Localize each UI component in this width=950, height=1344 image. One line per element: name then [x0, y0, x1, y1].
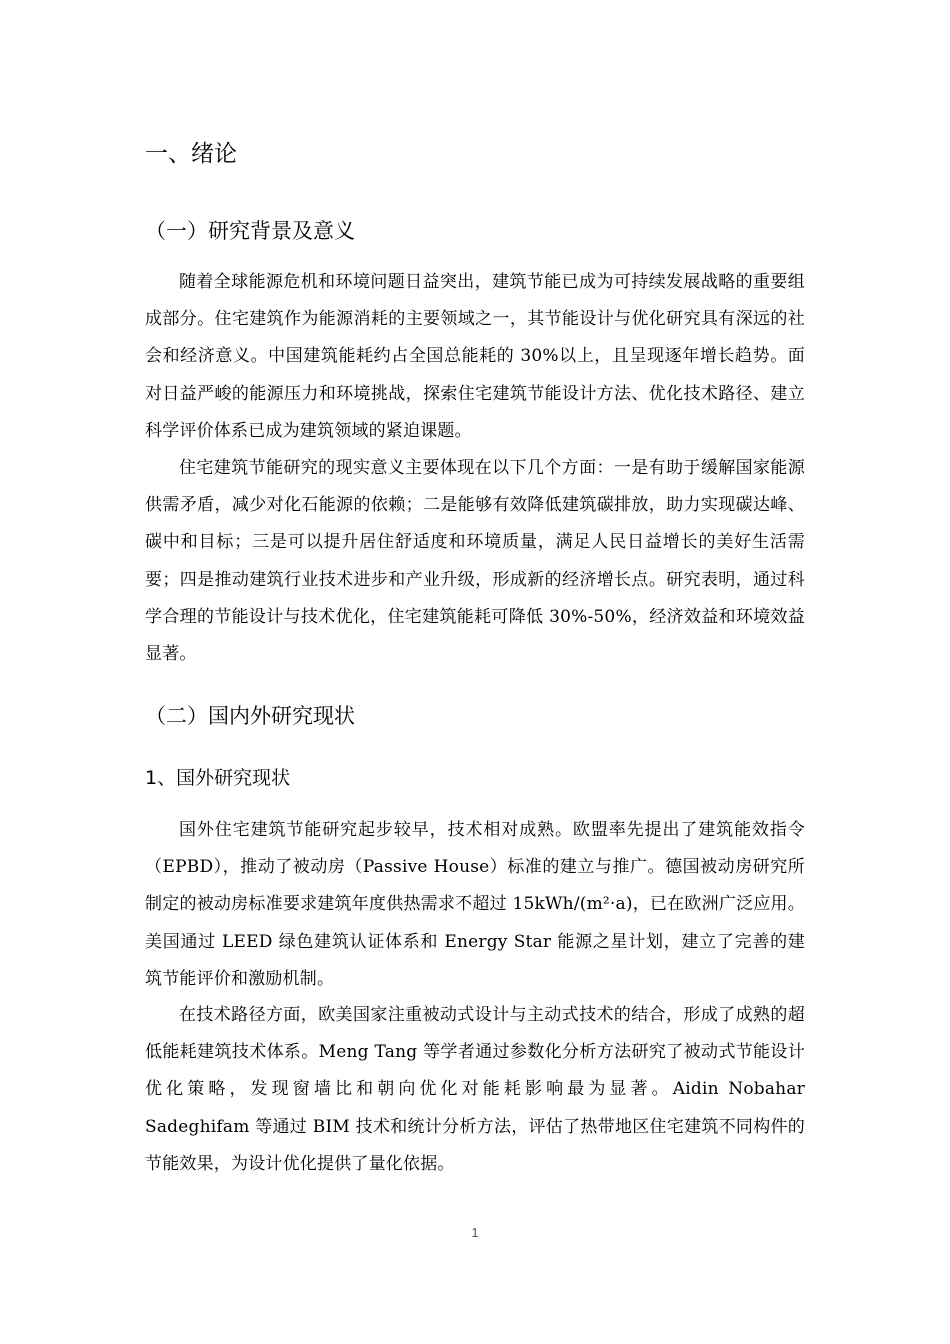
section-title-research-status: （二）国内外研究现状: [145, 704, 355, 728]
paragraph-background-1: 随着全球能源危机和环境问题日益突出，建筑节能已成为可持续发展战略的重要组成部分。住宅建筑作为能源消耗的主要领域之一，其节能设计与优化研究具有深远的社会和经济意义。中国建筑能耗约占全国总能耗的 30%以上，且呈现逐年增长趋势。面对日益严峻的能源压力和环境挑战，探索住宅建筑节能设计方法、优化技术路径、建立科学评价体系已成为建筑领域的紧迫课题。: [145, 272, 805, 441]
chapter-title: 一、绪论: [145, 141, 237, 167]
paragraph-foreign-1: 国外住宅建筑节能研究起步较早，技术相对成熟。欧盟率先提出了建筑能效指令（EPBD），推动了被动房（Passive House）标准的建立与推广。德国被动房研究所制定的被动房标准要求建筑年度供热需求不超过 15kWh/(m²·a)，已在欧洲广泛应用。美国通过 LEED 绿色建筑认证体系和 Energy Star 能源之星计划，建立了完善的建筑节能评价和激励机制。: [145, 820, 805, 989]
paragraph-background-2: 住宅建筑节能研究的现实意义主要体现在以下几个方面：一是有助于缓解国家能源供需矛盾，减少对化石能源的依赖；二是能够有效降低建筑碳排放，助力实现碳达峰、碳中和目标；三是可以提升居住舒适度和环境质量，满足人民日益增长的美好生活需要；四是推动建筑行业技术进步和产业升级，形成新的经济增长点。研究表明，通过科学合理的节能设计与技术优化，住宅建筑能耗可降低 30%-50%，经济效益和环境效益显著。: [145, 458, 805, 665]
page-number: 1: [471, 1225, 479, 1240]
paragraph-foreign-2: 在技术路径方面，欧美国家注重被动式设计与主动式技术的结合，形成了成熟的超低能耗建筑技术体系。Meng Tang 等学者通过参数化分析方法研究了被动式节能设计优化策略，发现窗墙比和朝向优化对能耗影响最为显著。Aidin Nobahar Sadeghifam 等通过 BIM 技术和统计分析方法，评估了热带地区住宅建筑不同构件的节能效果，为设计优化提供了量化依据。: [145, 1005, 805, 1174]
subsection-title-foreign-research: 1、国外研究现状: [145, 767, 291, 789]
section-title-background: （一）研究背景及意义: [145, 219, 355, 243]
